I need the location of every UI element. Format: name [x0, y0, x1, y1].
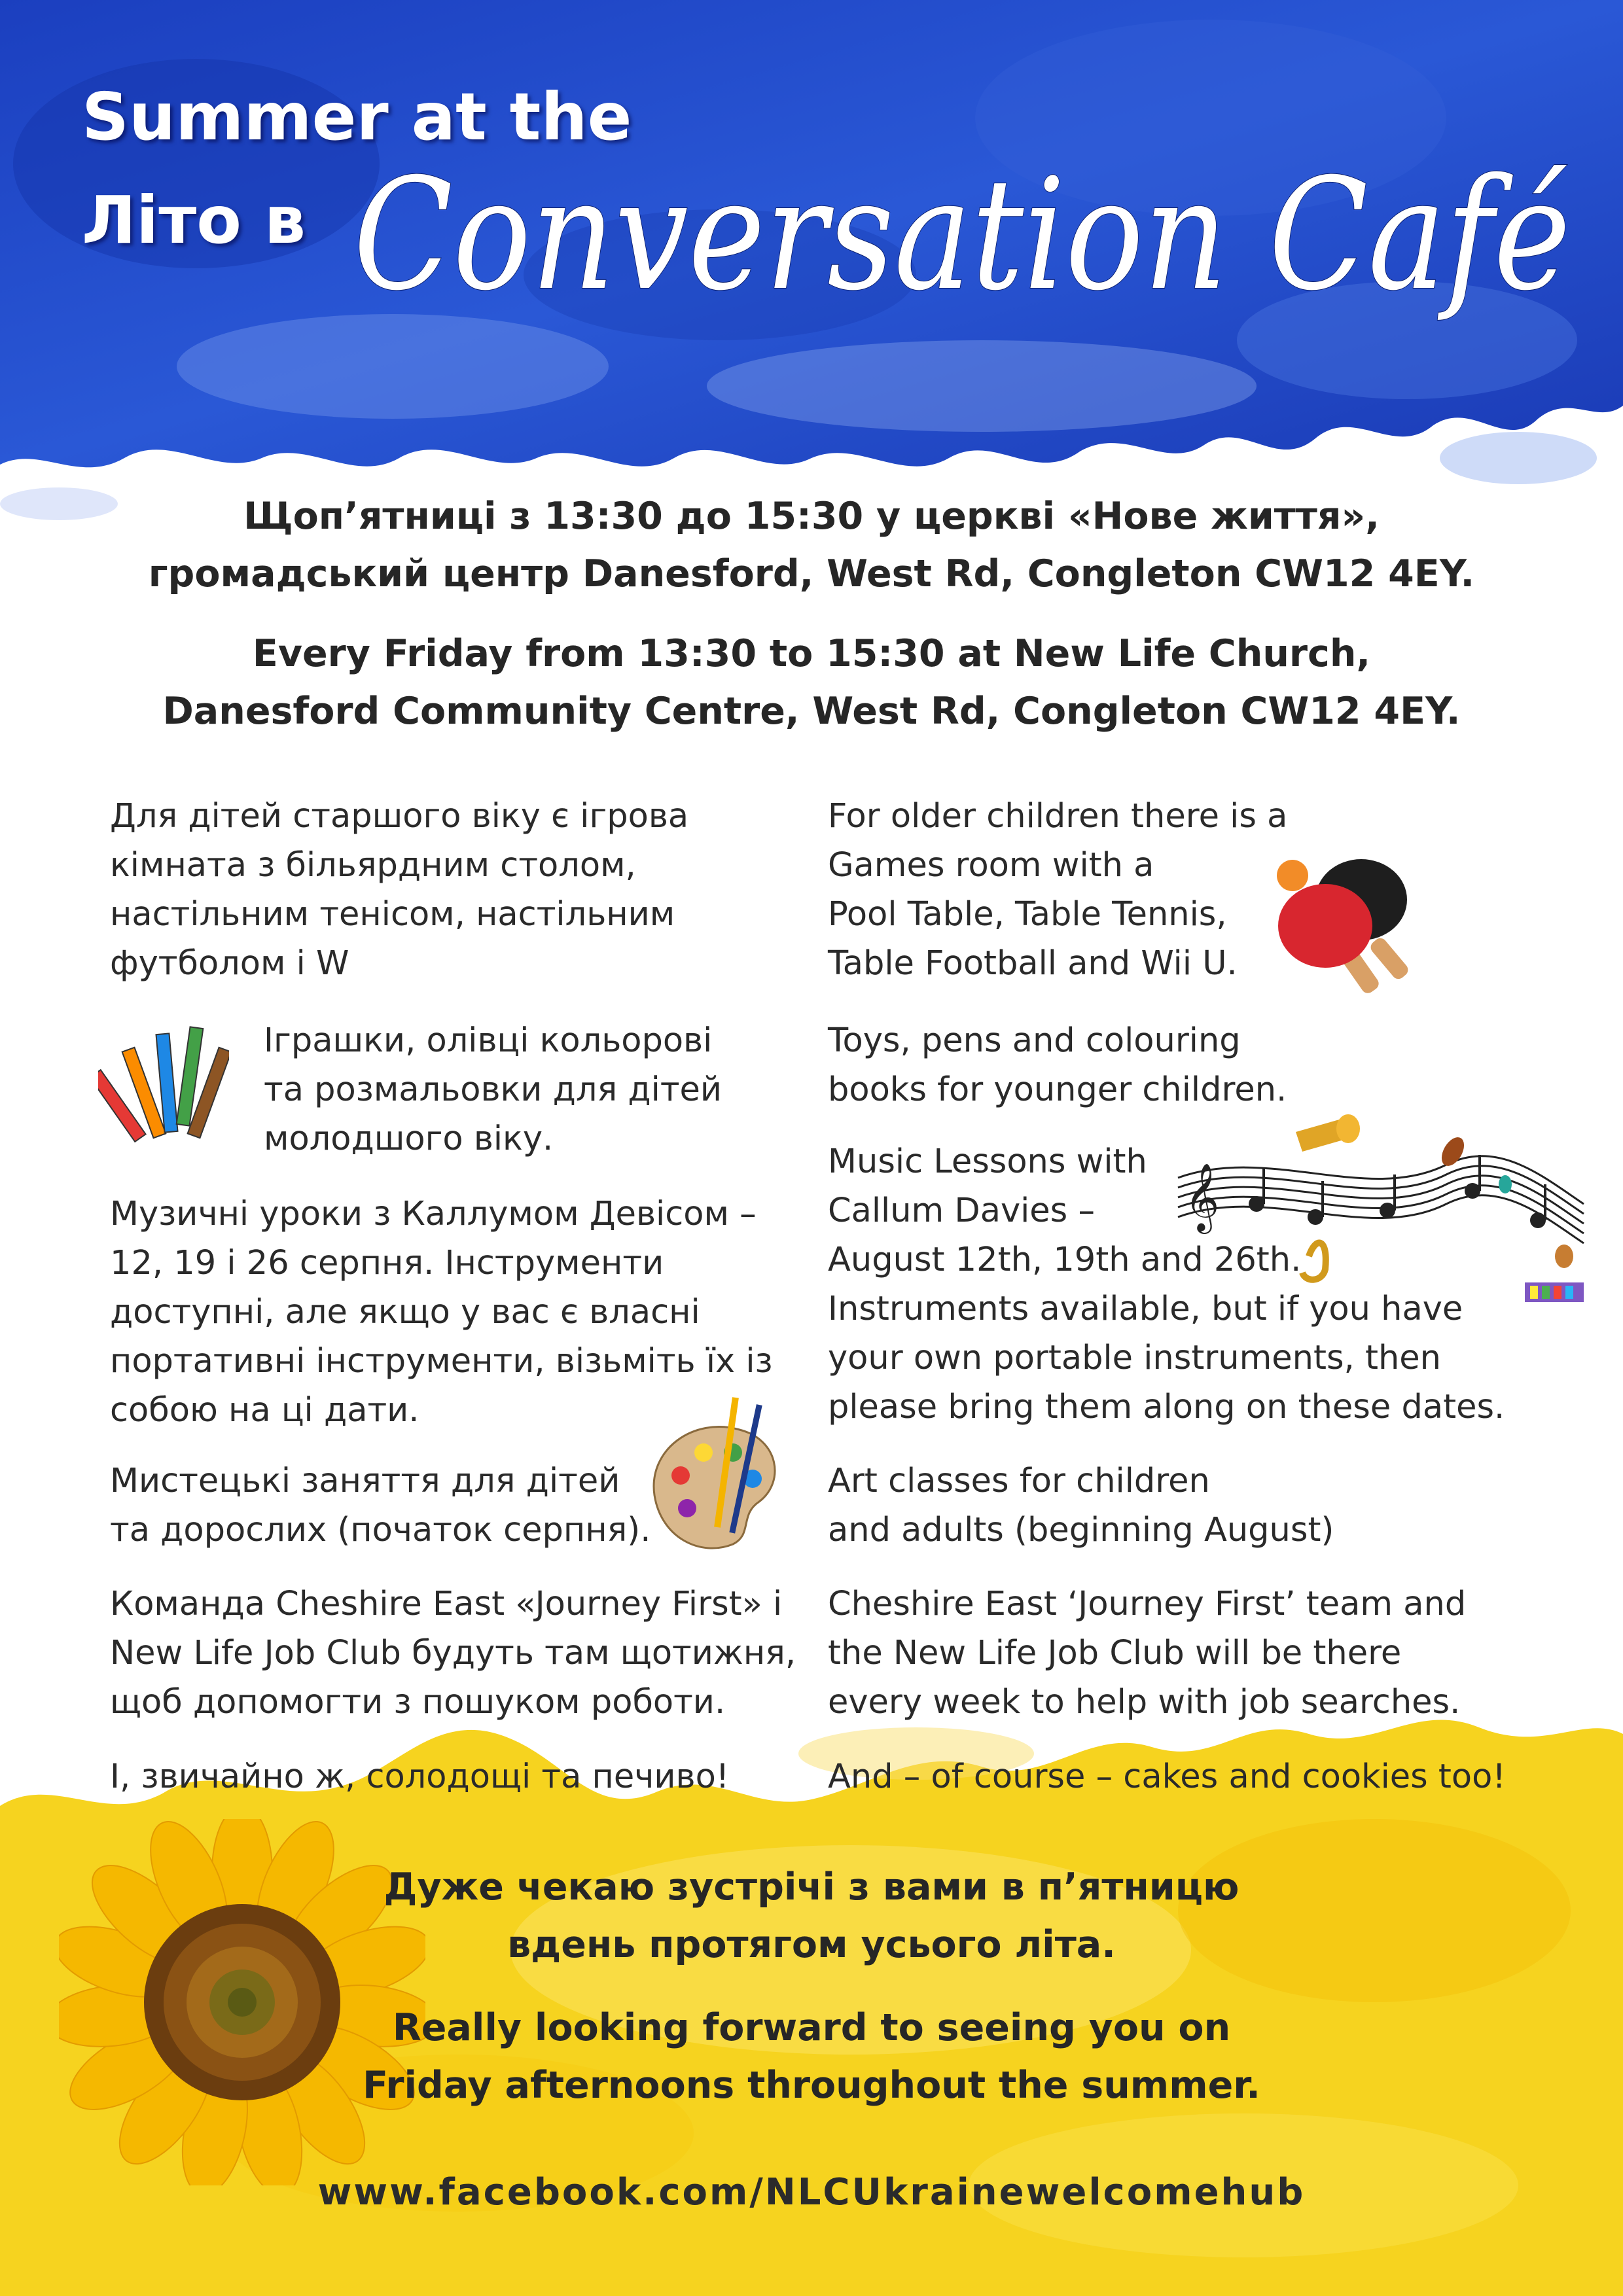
text-line: доступні, але якщо у вас є власні — [110, 1293, 700, 1332]
title-lito-v: Літо в — [82, 182, 306, 258]
text-line: Music Lessons with — [828, 1142, 1147, 1181]
uk-cakes-paragraph — [110, 1752, 804, 1801]
text-line: Іграшки, олівці кольорові — [264, 1021, 713, 1060]
text-line: And – of course – cakes and cookies too! — [828, 1757, 1506, 1796]
text-line: Games room with a — [828, 846, 1154, 885]
intro-english — [0, 625, 1623, 740]
text-line: your own portable instruments, then — [828, 1339, 1442, 1377]
text-line: every week to help with job searches. — [828, 1683, 1461, 1722]
text-line: Table Football and Wii U. — [828, 944, 1238, 983]
conversation-cafe-text: Conversation Café — [353, 146, 1571, 325]
conversation-cafe-script-title — [347, 92, 1577, 393]
text-line: Instruments available, but if you have — [828, 1290, 1463, 1328]
text-line: and adults (beginning August) — [828, 1511, 1334, 1549]
en-cakes-paragraph — [828, 1752, 1554, 1801]
text-line: please bring them along on these dates. — [828, 1388, 1505, 1426]
facebook-url-link[interactable]: www.facebook.com/NLCUkrainewelcomehub — [317, 2171, 1306, 2214]
en-games-paragraph — [828, 792, 1554, 988]
text-line: Мистецькі заняття для дітей — [110, 1462, 620, 1500]
svg-text:𝄞: 𝄞 — [1185, 1163, 1220, 1231]
uk-games-paragraph — [110, 792, 804, 988]
en-art-paragraph — [828, 1457, 1554, 1555]
text-line: Для дітей старшого віку є ігрова — [110, 797, 689, 836]
text-line: Cheshire East ‘Journey First’ team and — [828, 1585, 1467, 1623]
text-line: For older children there is a — [828, 797, 1288, 836]
closing-en-line: Really looking forward to seeing you on — [392, 2006, 1231, 2049]
text-line: Art classes for children — [828, 1462, 1210, 1500]
en-toys-paragraph — [828, 1016, 1554, 1114]
text-line: books for younger children. — [828, 1070, 1287, 1109]
text-line: І, звичайно ж, солодощі та печиво! — [110, 1757, 730, 1796]
text-line: the New Life Job Club will be there — [828, 1634, 1402, 1672]
closing-uk-line: Дуже чекаю зустрічі з вами в п’ятницю — [383, 1865, 1240, 1909]
closing-uk-line: вдень протягом усього літа. — [507, 1923, 1116, 1966]
text-line: портативні інструменти, візьміть їх із — [110, 1342, 773, 1381]
intro-en-line: Every Friday from 13:30 to 15:30 at New Life Church, — [252, 632, 1371, 675]
text-line: та розмальовки для дітей — [264, 1070, 722, 1109]
en-job-paragraph — [828, 1580, 1554, 1727]
text-line: Музичні уроки з Каллумом Девісом – — [110, 1195, 757, 1233]
intro-ukrainian — [0, 487, 1623, 603]
paint-palette-icon — [641, 1397, 792, 1567]
text-line: Pool Table, Table Tennis, — [828, 895, 1227, 934]
coloured-pencils-icon — [98, 1021, 229, 1158]
text-line: Toys, pens and colouring — [828, 1021, 1241, 1060]
ping-pong-paddles-icon — [1266, 851, 1423, 995]
text-line: Команда Cheshire East «Journey First» і — [110, 1585, 783, 1623]
text-line: New Life Job Club будуть там щотижня, — [110, 1634, 796, 1672]
text-line: кімната з більярдним столом, — [110, 846, 636, 885]
text-line: собою на ці дати. — [110, 1391, 419, 1430]
closing-english — [0, 1999, 1623, 2114]
text-line: настільним тенісом, настільним — [110, 895, 675, 934]
intro-uk-line: громадський центр Danesford, West Rd, Congleton CW12 4EY. — [148, 552, 1475, 595]
text-line: футболом і W — [110, 944, 349, 983]
closing-ukrainian — [0, 1858, 1623, 1973]
text-line: та дорослих (початок серпня). — [110, 1511, 651, 1549]
music-notes-icon — [1171, 1106, 1590, 1315]
uk-job-paragraph — [110, 1580, 804, 1727]
title-summer-at-the: Summer at the — [82, 79, 632, 155]
text-line: 12, 19 і 26 серпня. Інструменти — [110, 1244, 664, 1282]
text-line: Callum Davies – — [828, 1192, 1095, 1230]
text-line: молодшого віку. — [264, 1120, 554, 1158]
text-line: August 12th, 19th and 26th. — [828, 1241, 1302, 1279]
closing-en-line: Friday afternoons throughout the summer. — [363, 2064, 1260, 2107]
text-line: щоб допомогти з пошуком роботи. — [110, 1683, 726, 1722]
intro-uk-line: Щоп’ятниці з 13:30 до 15:30 у церкві «Нове життя», — [243, 495, 1380, 538]
intro-en-line: Danesford Community Centre, West Rd, Congleton CW12 4EY. — [162, 690, 1461, 733]
